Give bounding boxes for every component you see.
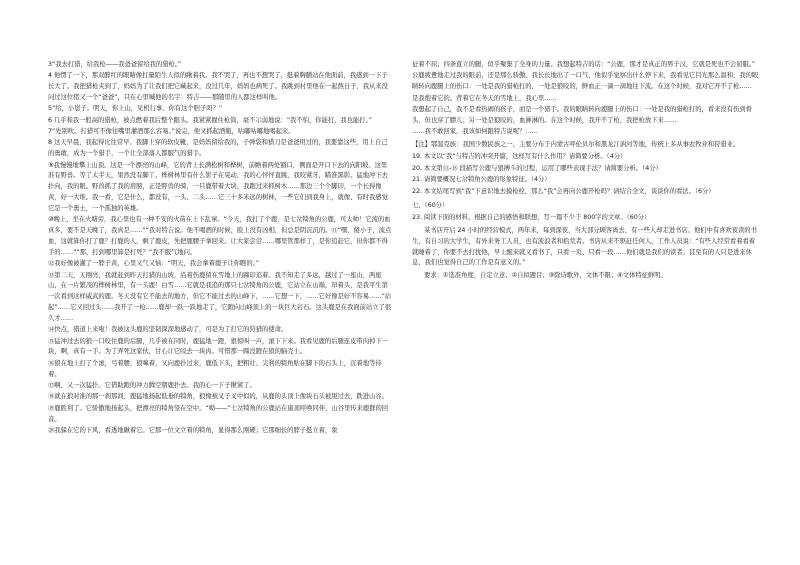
story-paragraph-7: 7“先别吹。打猎可不像往嘴里灌酒那么容易。”说完，他又抓起酒瓶，咕嘟咕嘟地喝起来。 [48,128,295,136]
story-paragraph-16: ⑯狼在地上打了个滚，弓着腰，狼嗥着，又向鹿扑过来，鹿低下头，把粗壮、尖利的犄角贴在脚下的石头上，沉着地等待着。 [48,359,382,378]
question-22: 22. 本文结尾写到“我”下意识地去摸枪栓，那么“我”会再向公鹿开枪吗？请结合全文，谈谈你的看法。（6分） [412,188,715,196]
essay-requirements: 要求：①选准角度，自定立意；②自拟题目；③除诗歌外，文体不限；④文体特征鲜明。 [424,272,667,280]
story-paragraph-17: ⑰啊，又一次猛扑。它借助跑的冲力腾空朝鹿扑去。我的心一下子揪紧了。 [48,381,256,389]
story-paragraph-18: ⑱就在狼对准的那一刹那间，鹿猛地扬起低垂的犄角，狼像被叉子叉中似的，从鹿的头顶上像块石头被甩过去，跌进山谷。 [48,393,388,401]
story-paragraph-20: ⑳我躲在它的下风，看透地瞅着它。它那一位文立着的犄角，显得那么刚硬；它那细长的脖子挺立着，象 [48,426,338,434]
story-paragraph-4: 4 他愣了一下，那双醉红的眼睛像打量陌生人似的瞅着我。我不哭了，再也不想哭了，挺着胸脯站在他面前，我感到一下子长大了。我把猎枪夹到了，妈妈为了让我们把它藏起来，没过几年，妈妈也病死了。我跳到村里他在一起熬日子，我从来没问过这位猪又一个“爸爸”，只在心里喊他的名字：特吉——那随里的人都这样叫他。 [48,72,388,102]
story-paragraph-12: ⑫我好像被灌了一脖子黄，心里又气又恼：“明天，我会拿着鹿子让你瞧的。” [48,260,259,268]
story-paragraph-8: 8 这天早晨，我起得比往常早。我脚上穿的软皮靴，是妈妈留给我的，子弹袋和猎刀是爸爸用过的，我要靠这些，用上自己的勇敢，成为一个猎手，一个让全部落人都服气的猎手。 [48,139,388,158]
story-continuation: 征着不屈；四条直立的腿，似乎聚集了全身的力量。我想起特吉的话：“公鹿，那才是真正的男子汉，它就是死也不会屈服。” [412,61,756,68]
right-column [412,60,760,282]
question-20: 20. 本文第⑬-⑱ 段描写公鹿与狼搏斗的过程，运用了哪些表现手法？请简要分析。（4分） [412,164,662,172]
question-23: 23. 阅读下面的材料，根据自己的感悟和联想，写一篇不少于 800字的文章。（60分） [412,213,651,221]
story-paragraph-15: ⑮猛冲过去的狼一口咬住鹿的后腿，几乎被在同时，鹿猛地一蹬，狼惊叫一声，滚下下来。我看见鹿的后腿连皮带肉掉下一块，啊，真有一手。为了弄死这家伙，甘心让它咬去一块肉。可惜那一蹄没蹬在狼的脑壳上。 [48,337,388,356]
footnote: 【注】鄂温克族：我国少数民族之一，主要分布于内蒙古呼伦贝尔和黑龙江讷河等地，传统上多从事农牧业和狩猎业。 [412,140,740,148]
story-paragraph-10: ⑩晚上，坐在火塘旁，我心里也有一种不安的火苗在上下乱窜。“今天，我打了个鹿，是七岔犄角的公鹿，可太帅！它流的血真多，要不是天晚了，我真是……”“我对特吉说。他不喝酒的时候，脸上没有凶相，但总是阴沉沉的。⑪“嘿，傻小子，流点血，这就算你打了鹿？打鹿的人，剩了鹿皮，先把鹿腰子拿回来。让大家尝尝……哪里管那样了，是你追赶它，但你都不得手的……”“那，打到哪里算是打死？”我不服气地问。 [48,216,392,256]
story-paragraph-6: 6 几乎和我一般高的猎枪，被点燃着我后整个跟头。我紧紧握住枪筒，毫不示弱地说：“我不怕，你能打，我也能打。” [48,116,372,124]
story-paragraph-9: ⑨我慢慢地攀上山顶。这是一个漂亮的山峰，它的背上长满松树和桦树，前瞻着两处豁口，侧面是开口下去的向阳坡。这里准有野兽。等了太半天，果然没有脚丫。桦树林里有什么影子在晃动，我的心怦怦直跳，我咬紧牙，瞄准黑影。猛地冲下去扑向，我的眼。野兽抓了我的肩膀，正是野兽的骑，一只鹿带着大块，我跑过来抓树木……那边三个个脚印，一个长得像黄，好一大堆。我一看，它是什么，都没有，一头、二头……它三十多米远的树林，一些它们到我身上，就像、有时我感觉它是一个勇士，一个孤独的英雄。 [48,161,388,212]
story-paragraph-24: ……我不敢回家，我该如何跟特吉说呢？…… [412,128,538,136]
story-paragraph-5: 5“给，小崽子。明天，你上山，见机行事。你有这个胆子吗？” [48,105,223,113]
story-paragraph-13: ⑬第二天，天刚亮，我就赶到昨天打猎的山坡，沿着伤鹿留在雪地上的蹄印追着。我不知走了多远，越过了一座山，两座山，在一片繁茂的桦树林里，有一头鹿！白雪……它就是我追的那只七岔犄角的公鹿，它站立在山巅，昂着头，是我平生第一次看到这样威武的鹿。冬天没有它不能去的地方，但它不能过去的山峰下，……它想一下，……它好像是好不容易……“站起”……它又回过头……我开了一枪……鹿却一跃一跃地走了，它跑向山峰顶上的一块巨大岩石。这头鹿是在我面前站立了很久才…… [48,271,392,322]
story-paragraph-23: 我想起了自己，我不是看热闹的孩子，而是一个猎手。我的眼睛转向鹿腿上的伤口：一处是我的猎枪打的，看来没有伤到骨头，但也穿了膘儿；另一处是狼咬的，血淋淋的。在这个时候，我开不了枪，我把枪放下来…… [412,105,752,124]
question-19: 19. 本文以“我”与特吉的冲突开篇，这样写有什么作用？请简要分析。（4分） [412,152,627,160]
story-paragraph-3: 3“我去打猎，给我枪——我爸爸留给我的猎枪。” [48,61,182,68]
left-column [48,60,392,437]
story-paragraph-19: ⑲鹿胜利了。它骄傲地扬起头，把漂亮的犄角竖在空中。“呦——”七岔犄角的公鹿站在崖顶呼唤同伴，山谷里传来鹿群的回音。 [48,404,389,423]
story-paragraph-14: ⑭快点，猎道上来啦！我被这头鹿的坚韧深深地感动了，可是为了打它的狩猎的使命。 [48,326,288,334]
story-paragraph-21: 公鹿疲惫地走过我的眼前，还是那么骄傲。我长长地出了一口气，他似乎觉察出什么停下来，我看见它目光那么温和，我的眼睛转向鹿腿上的伤口：一处是我的猎枪打的，一处是狼咬的，鲜血正一滴一滴地往下流。在这个时候，我对它开不了枪…… [412,72,759,91]
essay-material: 某书店开启 24 小时的经营模式，两年来，每到深夜，当大部分顾客离去，有一些人却走进书店。他们中有喜欢夜读的书生，有自习的大学生，有外来务工人员，也有流浪者和拾荒者。书店从来不驱赶任何人，工作人员说：“有些人经常看着看着就睡着了，你要不去打扰他，早上醒来就又看书了，只看一页、只看一段……他们就是我们的读者；甚至有的人只是进来休息，我们也觉得自己的工作是有意义的。” [412,226,757,267]
section-seven-heading: 七、（60分） [412,202,449,210]
story-paragraph-22: 是我抱着它的。背着它在冬天的雪地上，我心里…… [412,94,557,102]
question-21: 21. 请简要概况七岔犄角公鹿的形象特征。（4分） [412,176,551,184]
